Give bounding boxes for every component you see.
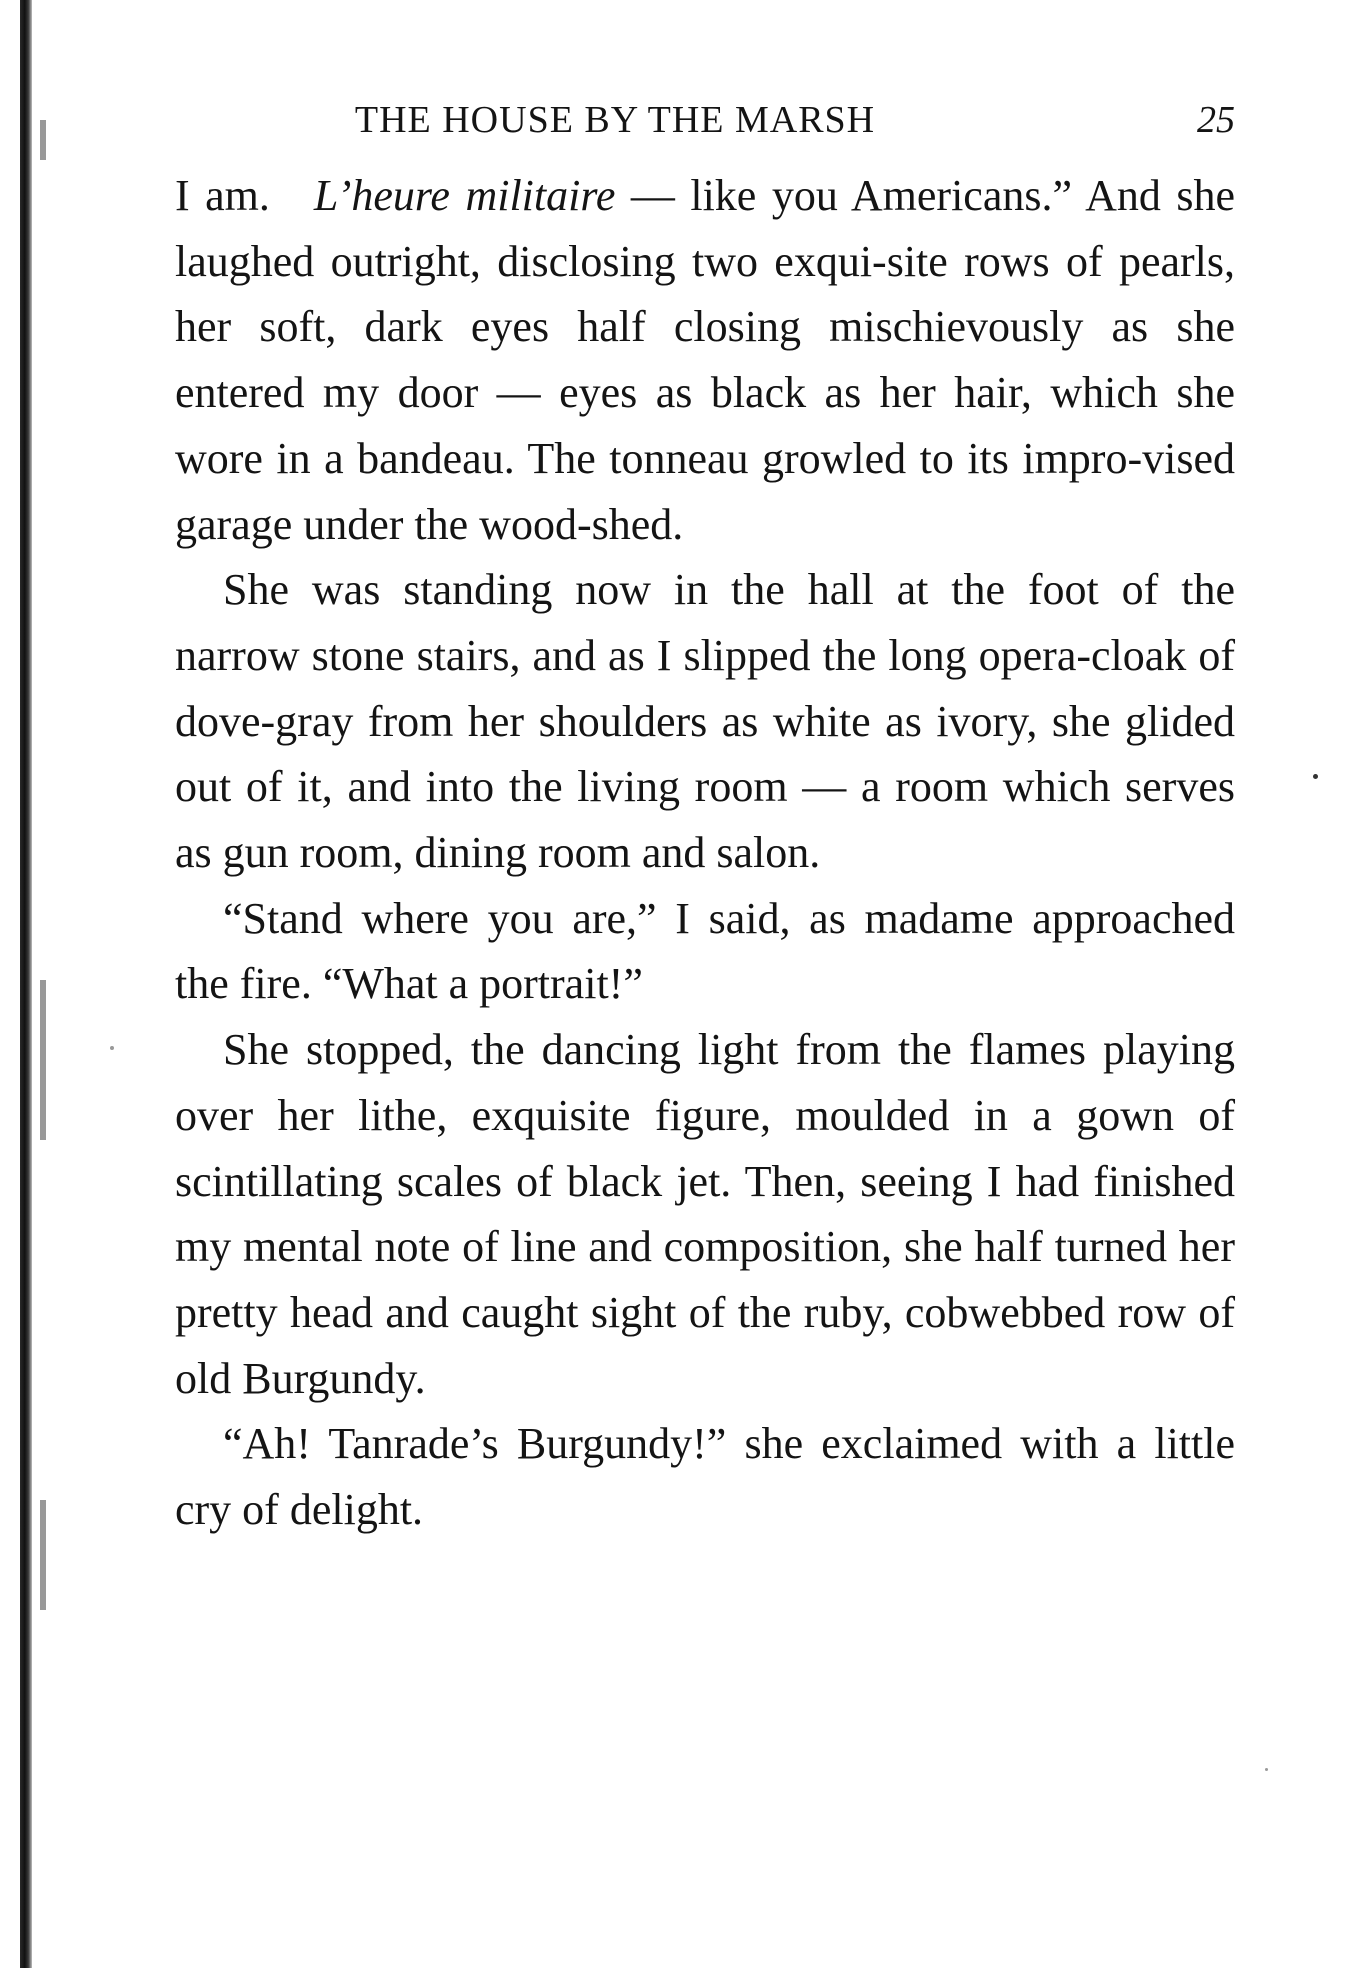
running-title: THE HOUSE BY THE MARSH bbox=[354, 99, 876, 141]
page-number: 25 bbox=[1197, 99, 1235, 141]
running-head bbox=[175, 98, 1235, 142]
print-speck bbox=[1265, 1768, 1268, 1771]
binding-mark bbox=[40, 980, 46, 1140]
print-speck bbox=[110, 1046, 114, 1050]
body-text bbox=[175, 163, 1235, 1543]
paragraph-3: “Stand where you are,” I said, as madame approached the fire. “What a portrait!” bbox=[175, 893, 1235, 1009]
paragraph-1-lead: I am. bbox=[175, 171, 270, 220]
binding-mark bbox=[40, 1500, 46, 1610]
binding-mark bbox=[40, 120, 46, 160]
paragraph-1-italic: L’heure militaire bbox=[313, 171, 616, 220]
paragraph-4: She stopped, the dancing light from the flames playing over her lithe, exquisite figure, moulded in a gown of scintillating scales of black jet. Then, seeing I had finished my mental note of line and composition, she half turned her pretty head and caught sight of the ruby, cobwebbed row of old Burgundy. bbox=[175, 1025, 1235, 1403]
paragraph-5: “Ah! Tanrade’s Burgundy!” she exclaimed with a little cry of delight. bbox=[175, 1419, 1235, 1535]
paragraph-1 bbox=[175, 163, 1235, 557]
paragraph-1-rest: — like you Americans.” And she laughed outright, disclosing two exqui-site rows of pearls, her soft, dark eyes half closing mischievously as she entered my door — eyes as black as her hair, which she wore in a bandeau. The tonneau growled to its impro-vised garage under the wood-shed. bbox=[175, 171, 1235, 549]
binding-edge bbox=[20, 0, 32, 1968]
print-speck bbox=[1313, 774, 1318, 779]
paragraph-2: She was standing now in the hall at the foot of the narrow stone stairs, and as I slipped the long opera-cloak of dove-gray from her shoulders as white as ivory, she glided out of it, and into the living room — a room which serves as gun room, dining room and salon. bbox=[175, 565, 1235, 878]
